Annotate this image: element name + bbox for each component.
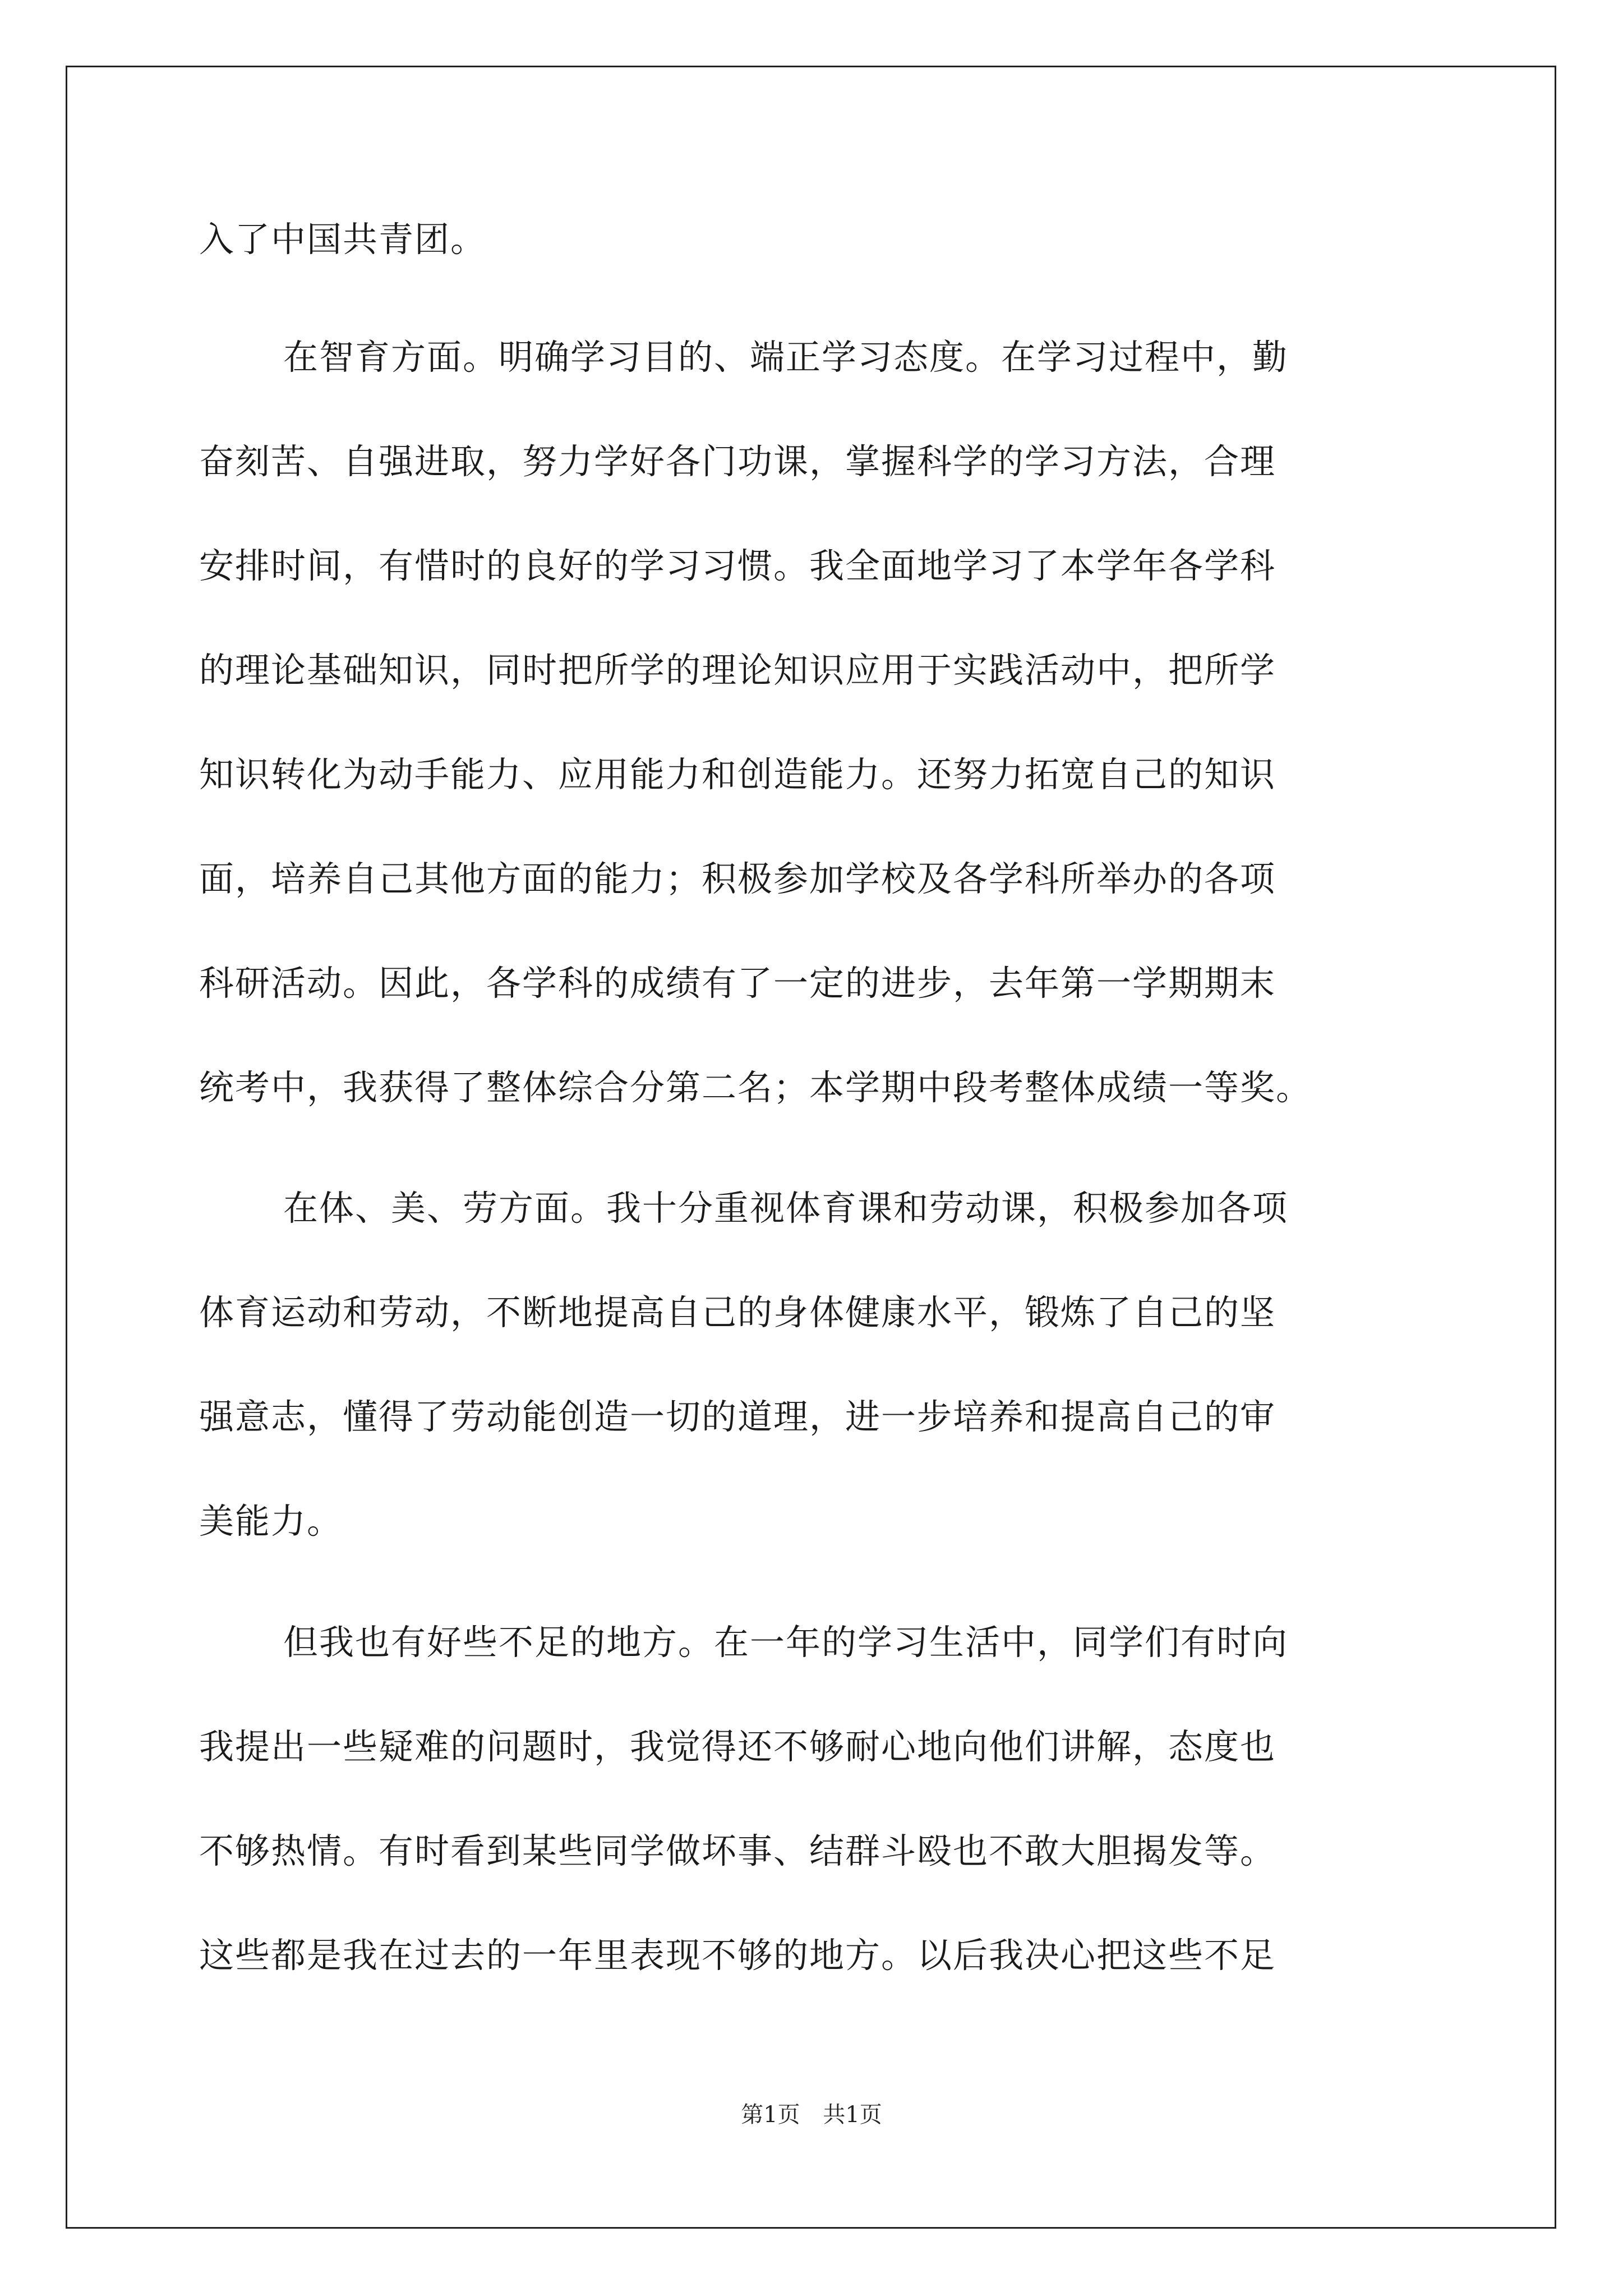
text-line: 我提出一些疑难的问题时，我觉得还不够耐心地向他们讲解，态度也 xyxy=(199,1726,1276,1767)
text-line: 的理论基础知识，同时把所学的理论知识应用于实践活动中，把所学 xyxy=(199,650,1276,691)
page-border xyxy=(66,66,1556,2229)
text-line: 科研活动。因此，各学科的成绩有了一定的进步，去年第一学期期末 xyxy=(199,963,1276,1004)
paragraph-first-line: 但我也有好些不足的地方。在一年的学习生活中，同学们有时向 xyxy=(283,1622,1289,1663)
page-total: 共1页 xyxy=(823,2102,882,2128)
text-line: 美能力。 xyxy=(199,1501,343,1542)
page-number: 第1页 xyxy=(741,2102,800,2128)
text-line: 入了中国共青团。 xyxy=(199,219,487,260)
text-line: 强意志，懂得了劳动能创造一切的道理，进一步培养和提高自己的审 xyxy=(199,1396,1276,1437)
text-line: 安排时间，有惜时的良好的学习习惯。我全面地学习了本学年各学科 xyxy=(199,545,1276,586)
text-line: 统考中，我获得了整体综合分第二名；本学期中段考整体成绩一等奖。 xyxy=(199,1067,1312,1108)
paragraph-first-line: 在体、美、劳方面。我十分重视体育课和劳动课，积极参加各项 xyxy=(283,1188,1289,1228)
text-line: 体育运动和劳动，不断地提高自己的身体健康水平，锻炼了自己的坚 xyxy=(199,1292,1276,1333)
paragraph-first-line: 在智育方面。明确学习目的、端正学习态度。在学习过程中，勤 xyxy=(283,337,1289,378)
text-line: 不够热情。有时看到某些同学做坏事、结群斗殴也不敢大胆揭发等。 xyxy=(199,1830,1276,1871)
text-line: 面，培养自己其他方面的能力；积极参加学校及各学科所举办的各项 xyxy=(199,858,1276,899)
text-line: 奋刻苦、自强进取，努力学好各门功课，掌握科学的学习方法，合理 xyxy=(199,441,1276,482)
page-footer xyxy=(0,2098,1623,2132)
text-line: 知识转化为动手能力、应用能力和创造能力。还努力拓宽自己的知识 xyxy=(199,754,1276,795)
text-line: 这些都是我在过去的一年里表现不够的地方。以后我决心把这些不足 xyxy=(199,1935,1276,1976)
